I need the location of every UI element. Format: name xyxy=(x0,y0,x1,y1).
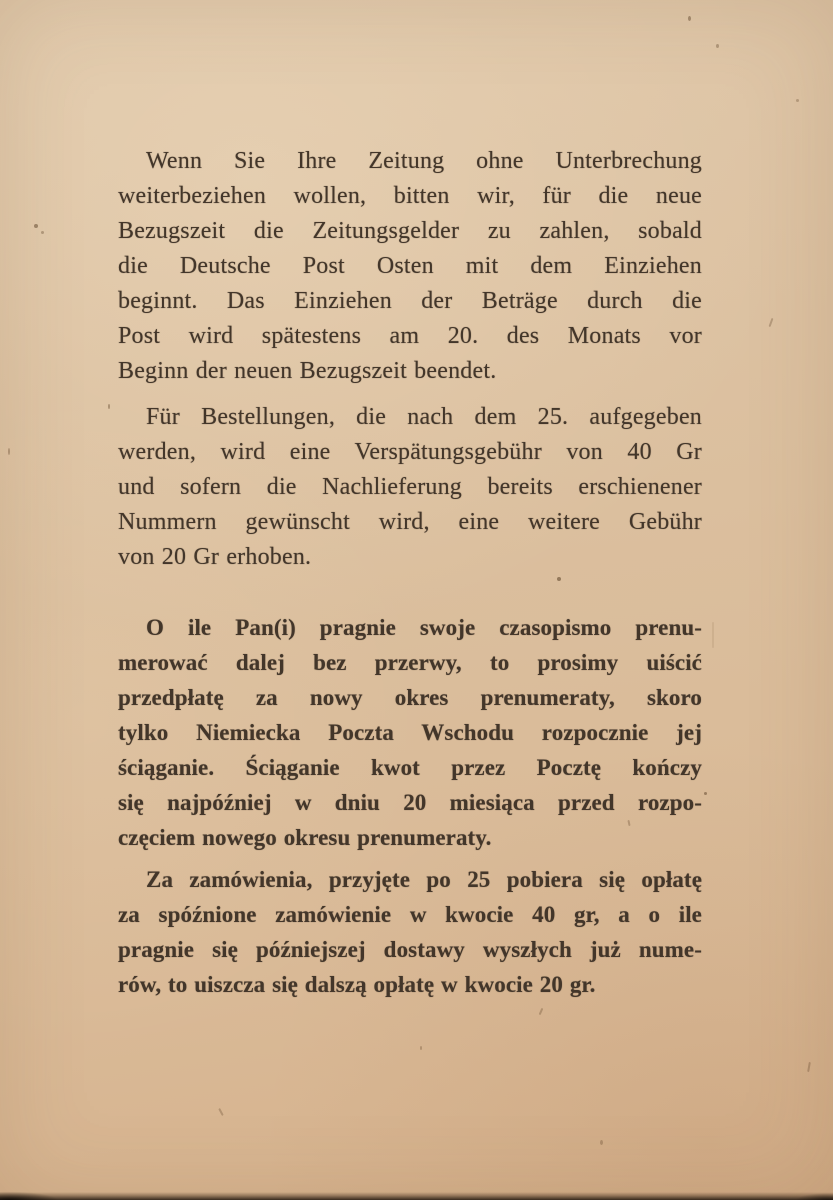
text-line: tylko Niemiecka Poczta Wschodu rozpocznie jej xyxy=(118,720,702,745)
text-line: częciem nowego okresu prenumeraty. xyxy=(118,825,492,850)
paper-speck xyxy=(420,1046,422,1050)
paragraph-german-2 xyxy=(118,400,702,575)
page-corner-shadow-left xyxy=(0,1188,110,1200)
paper-fiber xyxy=(807,1062,811,1072)
text-line: Za zamówienia, przyjęte po 25 pobiera się opłatę xyxy=(146,867,702,892)
paper-fiber xyxy=(769,318,774,327)
paper-fiber xyxy=(218,1108,224,1116)
text-line: Beginn der neuen Bezugszeit beendet. xyxy=(118,358,497,384)
paper-fiber xyxy=(712,622,714,648)
text-line: Für Bestellungen, die nach dem 25. aufgegeben xyxy=(146,404,702,430)
text-line: Wenn Sie Ihre Zeitung ohne Unterbrechung xyxy=(146,148,702,174)
text-line: und sofern die Nachlieferung bereits erschienener xyxy=(118,474,702,500)
paragraph-polish-1 xyxy=(118,610,702,855)
paper-speck xyxy=(41,231,44,234)
text-line: merować dalej bez przerwy, to prosimy uiścić xyxy=(118,650,702,675)
text-line: weiterbeziehen wollen, bitten wir, für die neue xyxy=(118,183,702,209)
paper-speck xyxy=(796,99,799,102)
text-line: przedpłatę za nowy okres prenumeraty, skoro xyxy=(118,685,702,710)
paragraph-polish-2 xyxy=(118,862,702,1002)
text-line: za spóźnione zamówienie w kwocie 40 gr, a o ile xyxy=(118,902,702,927)
text-line: ściąganie. Ściąganie kwot przez Pocztę kończy xyxy=(118,755,702,780)
text-line: die Deutsche Post Osten mit dem Einziehen xyxy=(118,253,702,279)
paper-speck xyxy=(108,404,110,409)
text-line: rów, to uiszcza się dalszą opłatę w kwocie 20 gr. xyxy=(118,972,596,997)
paper-speck xyxy=(8,448,10,455)
paper-speck xyxy=(34,224,38,228)
page-bottom-edge xyxy=(0,1192,833,1200)
text-line: beginnt. Das Einziehen der Beträge durch die xyxy=(118,288,702,314)
text-line: von 20 Gr erhoben. xyxy=(118,544,312,570)
paper-speck xyxy=(716,44,719,48)
text-line: Post wird spätestens am 20. des Monats vor xyxy=(118,323,702,349)
text-line: się najpóźniej w dniu 20 miesiąca przed rozpo- xyxy=(118,790,702,815)
document-text xyxy=(118,144,702,1002)
paper-speck xyxy=(688,16,691,21)
text-line: pragnie się późniejszej dostawy wyszłych już nume- xyxy=(118,937,702,962)
paragraph-german-1 xyxy=(118,144,702,389)
paper-speck xyxy=(704,792,707,795)
text-line: Nummern gewünscht wird, eine weitere Gebühr xyxy=(118,509,702,535)
page-corner-shadow-right xyxy=(763,1190,833,1200)
paper-fiber xyxy=(539,1008,544,1015)
paper-speck xyxy=(600,1140,603,1145)
text-line: werden, wird eine Verspätungsgebühr von 40 Gr xyxy=(118,439,702,465)
text-line: O ile Pan(i) pragnie swoje czasopismo prenu- xyxy=(146,615,702,640)
text-line: Bezugszeit die Zeitungsgelder zu zahlen, sobald xyxy=(118,218,702,244)
